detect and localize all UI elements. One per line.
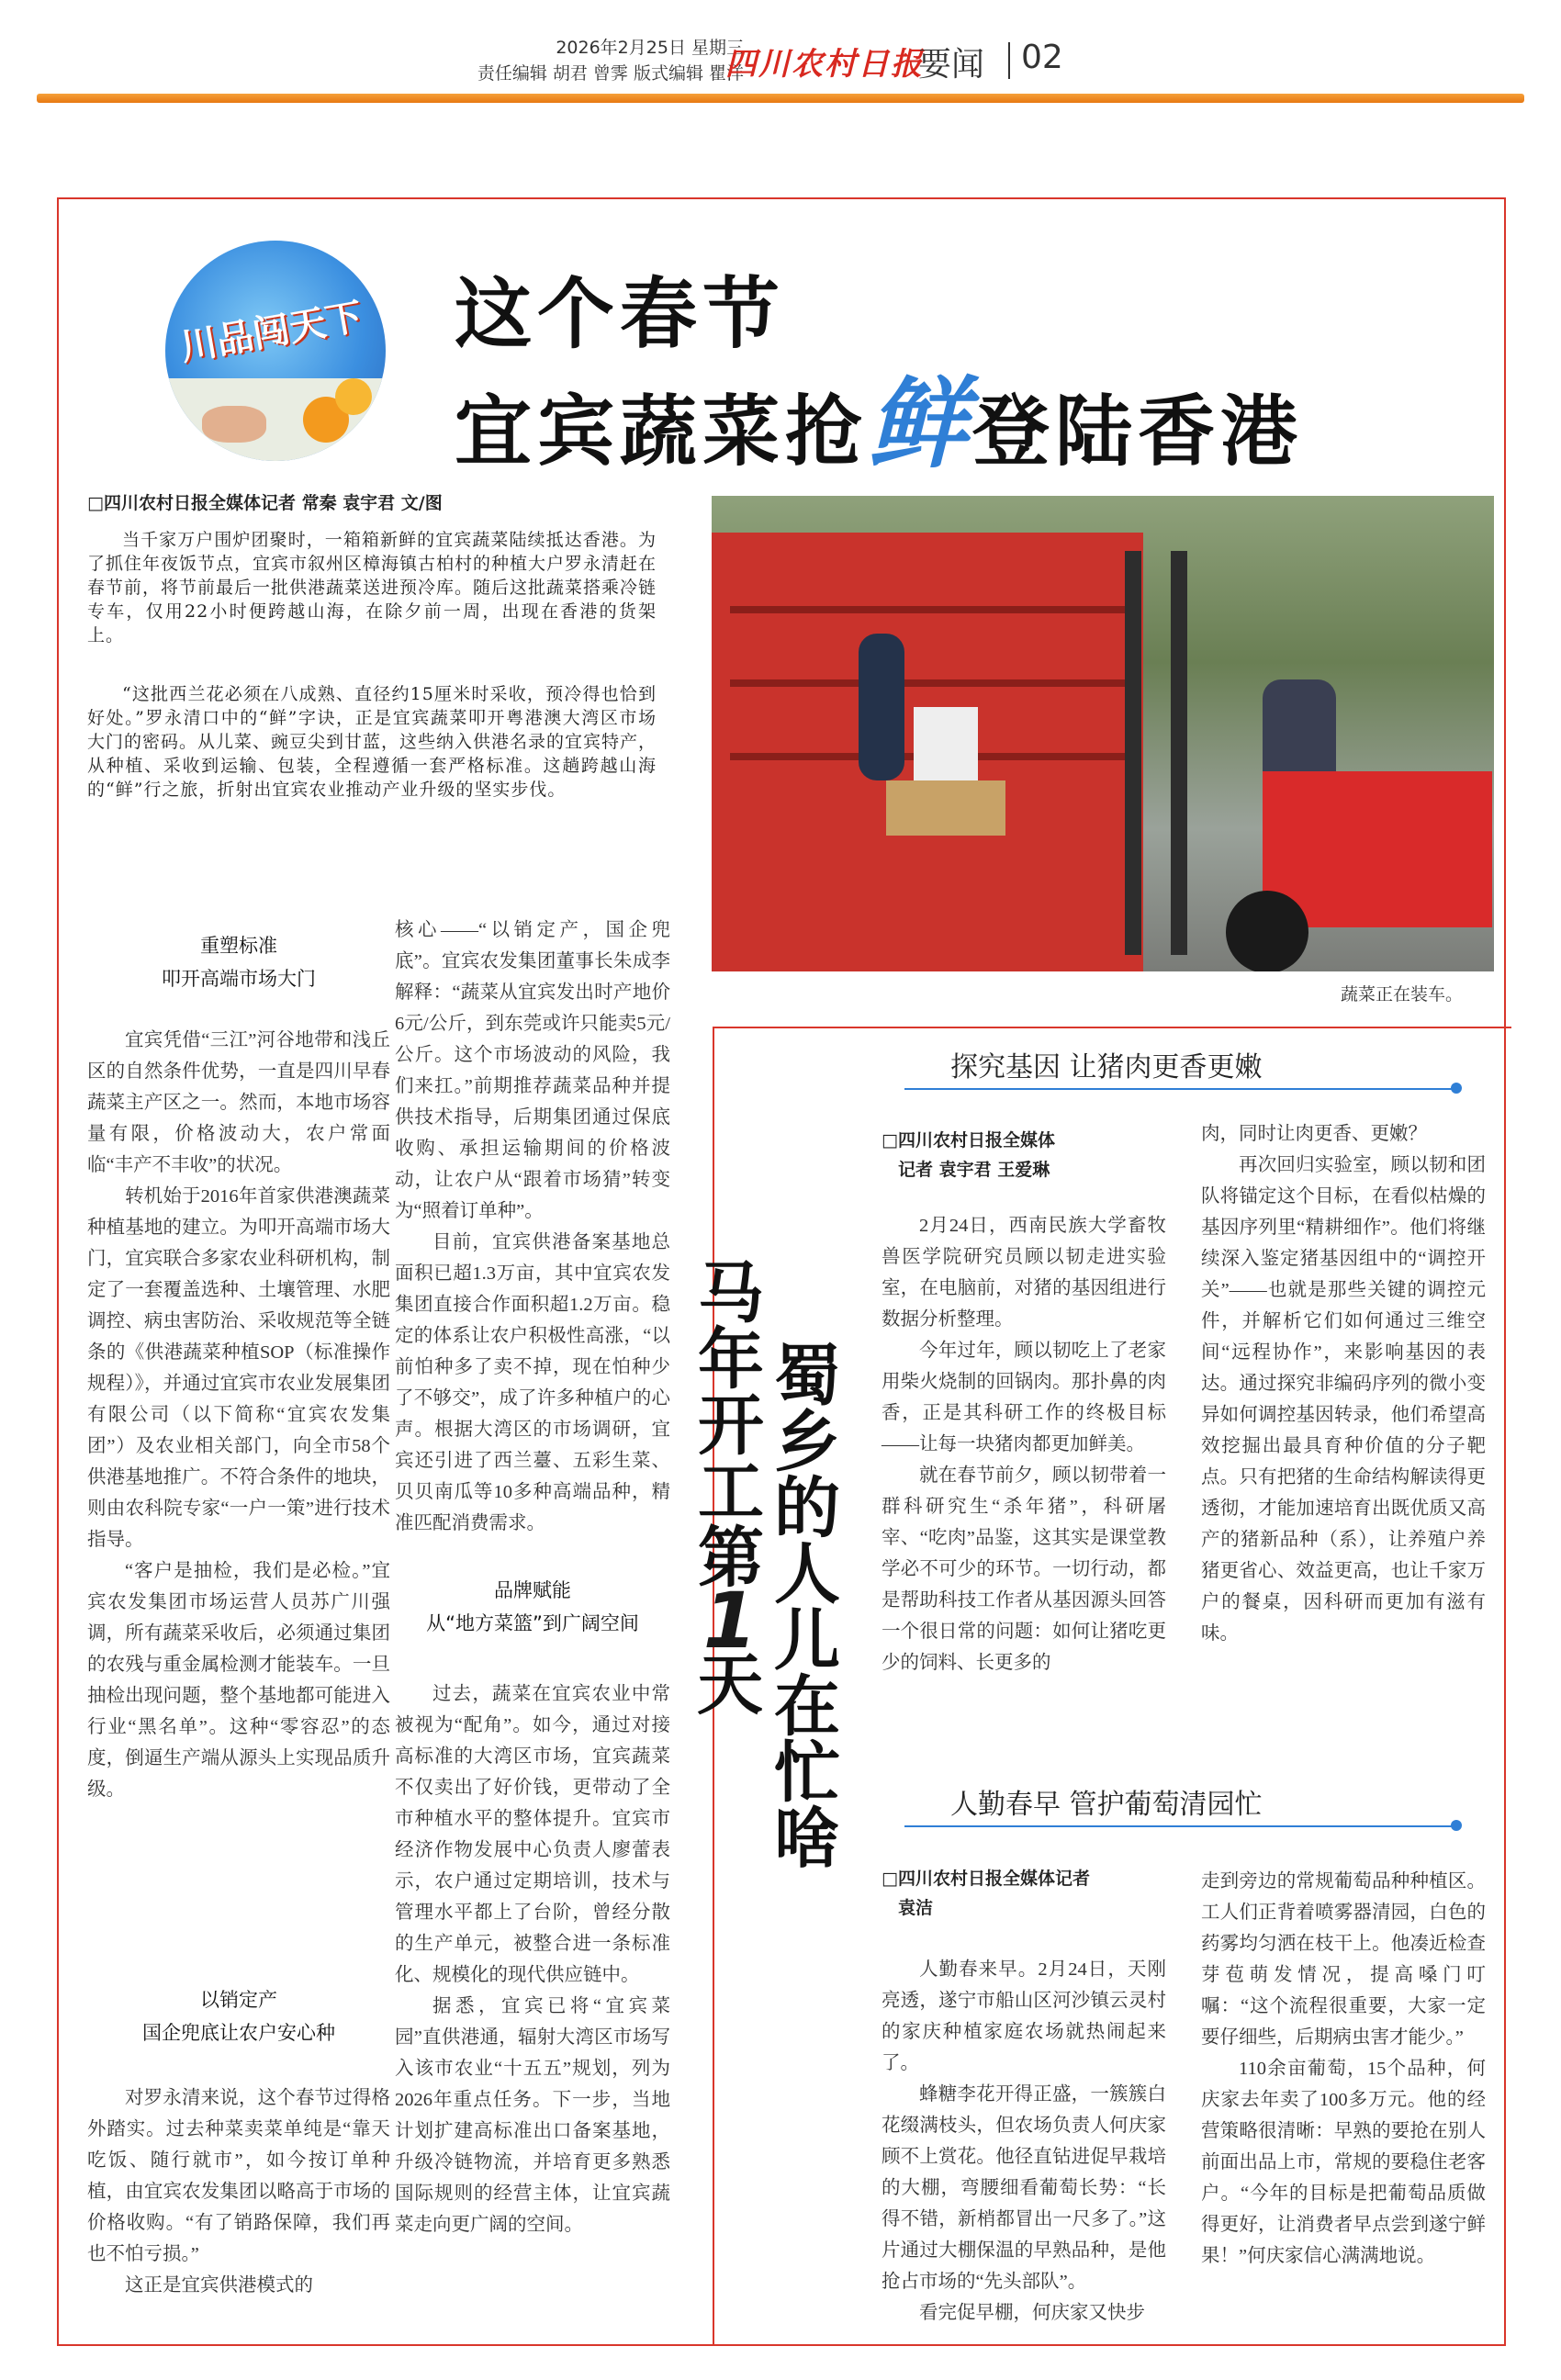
headline-line2: 宜宾蔬菜抢鲜登陆香港 [455,367,1304,482]
story1-rule [904,1088,1455,1090]
newspaper-logo: 四川农村日报 [725,46,924,83]
badge-text: 川品闯天下 [177,295,366,369]
story1-byline: □四川农村日报全媒体 记者 袁宇君 王爱琳 [882,1130,1055,1180]
feature-top-rule [713,1027,1511,1028]
header-bar [37,94,1524,103]
col2-body-2: 过去，蔬菜在宜宾农业中常被视为“配角”。如今，通过对接高标准的大湾区市场，宜宾蔬菜不仅卖出了好价钱，更带动了全市种植水平的整体提升。宜宾市经济作物发展中心负责人廖蕾表示，农户通过定期培训，技术与管理水平都上了台阶，曾经分散的生产单元，被整合进一条标准化、规模化的现代供应链中。 据悉，宜宾已将“宜宾菜园”直供港通，辐射大湾区市场写入该市农业“十五五”规划，列为2026年重点任务。下一步，当地计划扩建高标准出口备案基地，升级冷链物流，并培育更多熟悉国际规则的经营主体，让宜宾蔬菜走向更广阔的空间。 [395,1684,670,2235]
col1-body: 宜宾凭借“三江”河谷地带和浅丘区的自然条件优势，一直是四川早春蔬菜主产区之一。然而，本地市场容量有限，价格波动大，农户常面临“丰产不丰收”的状况。 转机始于2016年首家供港澳蔬菜种植基地的建立。为叩开高端市场大门，宜宾联合多家农业科研机构，制定了一套覆盖选种、土壤管理、水肥调控、病虫害防治、采收规范等全链条的《供港蔬菜种植SOP（标准操作规程）》，并通过宜宾市农业发展集团有限公司（以下简称“宜宾农发集团”）及农业相关部门，向全市58个供港基地推广。不符合条件的地块，则由农科院专家“一户一策”进行技术指导。 “客户是抽检，我们是必检。”宜宾农发集团市场运营人员苏广川强调，所有蔬菜采收后，必须通过集团的农残与重金属检测才能装车。一旦抽检出现问题，整个基地都可能进入行业“黑名单”。这种“零容忍”的态度，倒逼生产端从源头上实现品质升级。 [87,1030,390,1800]
col2-subhead: 品牌赋能 从“地方菜篮”到广阔空间 [426,1579,639,1634]
story2-dot [1451,1820,1462,1831]
vertical-title-sub: 蜀乡的人儿在忙啥 [763,1341,840,1869]
header-divider [1008,42,1010,79]
header-info [386,35,744,86]
story1-body-2: 肉，同时让肉更香、更嫩？ 再次回归实验室，顾以韧和团队将锚定这个目标，在看似枯燥的基因序列里“精耕细作”。他们将继续深入鉴定猪基因组中的“调控开关”——也就是那些关键的调控元件，并解析它们如何通过三维空间“远程协作”，来影响基因的表达。通过探究非编码序列的微小变异如何调控基因转录，他们希望高效挖掘出最具育种价值的分子靶点。只有把猪的生命结构解读得更透彻，才能加速培育出既优质又高产的猪新品种（系），让养殖户养猪更省心、效益更高，也让千家万户的餐桌，因科研而更加有滋有味。 [1201,1124,1486,1644]
col1-subhead-2: 以销定产 国企兜底让农户安心种 [142,1989,335,2044]
photo-caption: 蔬菜正在装车。 [1341,984,1464,1005]
intro-para-1: 当千家万户围炉团聚时，一箱箱新鲜的宜宾蔬菜陆续抵达香港。为了抓住年夜饭节点，宜宾市叙州区樟海镇古柏村的种植大户罗永清赶在春节前，将节前最后一批供港蔬菜送进预冷库。随后这批蔬菜搭乘冷链专车，仅用22小时便跨越山海，在除夕前一周，出现在香港的货架上。 [87,530,657,646]
story1-dot [1451,1083,1462,1094]
story2-byline: □四川农村日报全媒体记者 袁洁 [882,1869,1090,1918]
main-byline: □四川农村日报全媒体记者 常秦 袁宇君 文/图 [87,493,443,513]
story1-body: 2月24日，西南民族大学畜牧兽医学院研究员顾以韧走进实验室，在电脑前，对猪的基因组进行数据分析整理。 今年过年，顾以韧吃上了老家用柴火烧制的回锅肉。那扑鼻的肉香，正是其科研工作的终极目标——让每一块猪肉都更加鲜美。 就在春节前夕，顾以韧带着一群科研究生“杀年猪”，科研屠宰、“吃肉”品鉴，这其实是课堂教学必不可少的环节。一切行动，都是帮助科技工作者从基因源头回答一个很日常的问题：如何让猪吃更少的饲料、长更多的 [882,1216,1166,1673]
story2-body: 人勤春来早。2月24日，天刚亮透，遂宁市船山区河沙镇云灵村的家庆种植家庭农场就热闹起来了。 蜂糖李花开得正盛，一簇簇白花缀满枝头，但农场负责人何庆家顾不上赏花。他径直钻进促早栽培的大棚，弯腰细看葡萄长势：“长得不错，新梢都冒出一尺多了。”这片通过大棚保温的早熟品种，是他抢占市场的“先头部队”。 看完促早棚，何庆家又快步 [882,1959,1166,2323]
header-date: 2026年2月25日 星期三 [556,38,744,58]
story2-body-2: 走到旁边的常规葡萄品种种植区。工人们正背着喷雾器清园，白色的药雾均匀洒在枝干上。他凑近检查芽苞萌发情况，提高嗓门叮嘱：“这个流程很重要，大家一定要仔细些，后期病虫害才能少。” 110余亩葡萄，15个品种，何庆家去年卖了100多万元。他的经营策略很清晰：早熟的要抢在别人前面出品上市，常规的要稳住老客户。“今年的目标是把葡萄品质做得更好，让消费者早点尝到遂宁鲜果！”何庆家信心满满地说。 [1201,1871,1486,2266]
intro-para-2: “这批西兰花必须在八成熟、直径约15厘米时采收，预冷得也恰到好处。”罗永清口中的“鲜”字诀，正是宜宾蔬菜叩开粤港澳大湾区市场大门的密码。从儿菜、豌豆尖到甘蓝，这些纳入供港名录的宜宾特产，从种植、采收到运输、包装，全程遵循一套严格标准。这趟跨越山海的“鲜”行之旅，折射出宜宾农业推动产业升级的坚实步伐。 [87,684,657,800]
story2-rule [904,1825,1455,1827]
col2-body: 核心——“以销定产，国企兜底”。宜宾农发集团董事长朱成李解释：“蔬菜从宜宾发出时产地价6元/公斤，到东莞或许只能卖5元/公斤。这个市场波动的风险，我们来扛。”前期推荐蔬菜品种并提供技术指导，后期集团通过保底收购、承担运输期间的价格波动，让农户从“跟着市场猜”转变为“照着订单种”。 目前，宜宾供港备案基地总面积已超1.3万亩，其中宜宾农发集团直接合作面积超1.2万亩。稳定的体系让农户积极性高涨，“以前怕种多了卖不掉，现在怕种少了不够交”，成了许多种植户的心声。根据大湾区的市场调研，宜宾还引进了西兰薹、五彩生菜、贝贝南瓜等10多种高端品种，精准匹配消费需求。 [395,920,670,1533]
story1-headline: 探究基因 让猪肉更香更嫩 [950,1051,1263,1083]
section-name: 要闻 [918,46,985,84]
header-editors: 责任编辑 胡君 曾霁 版式编辑 瞿洋 [477,63,744,84]
vegetable-loading-photo [712,496,1494,971]
col1-subhead-1: 重塑标准 叩开高端市场大门 [162,935,316,990]
headline-highlight: 鲜 [868,367,973,482]
story2-headline: 人勤春早 管护葡萄清园忙 [950,1789,1263,1821]
vertical-title-main: 马年开工第 1 天 [687,1258,764,1723]
headline-line1: 这个春节 [455,269,786,359]
col1-body-2: 对罗永清来说，这个春节过得格外踏实。过去种菜卖菜单纯是“靠天吃饭、随行就市”，如今按订单种植，由宜宾农发集团以略高于市场的价格收购。“有了销路保障，我们再也不怕亏损。” 这正是宜宾供港模式的 [87,2088,390,2296]
page-number: 02 [1021,39,1063,76]
